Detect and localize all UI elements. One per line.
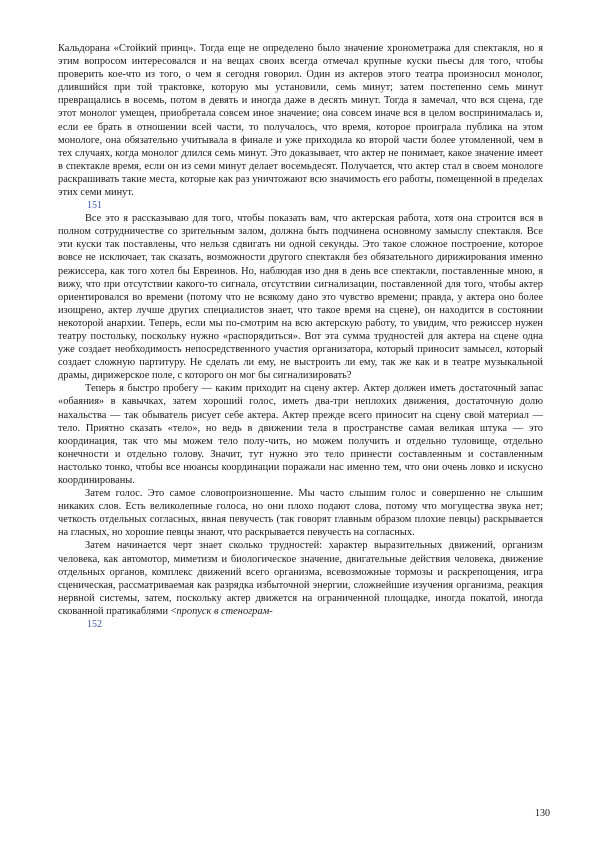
- document-page: [58, 42, 543, 631]
- paragraph-2: Все это я рассказываю для того, чтобы показать вам, что актерская работа, хотя она строится вся в полном сотрудничестве со зрительным залом, должна быть подчинена основному замыслу спектакля. Все эти куски так поставлены, что нельзя сдвигать ни одной секунды. Это такое сложное построение, которое вовсе не исключает, так сказать, возможности другого спектакля без обязательного дирижирования именно режиссера, как того хотел бы Евреинов. Но, наблюдая изо дня в день все спектакли, поставленные мною, я вижу, что при отсутствии какого-то сигнала, отсутствии сигнализации, поставленной для того, чтобы актер ориентировался во времени (потому что не всякому дано это чувство времени; правда, у актера оно более изощрено, актер лучше других специалистов знает, что такое время на сцене), он находится в состоянии некоторой анархии. Теперь, если мы по-смотрим на всю актерскую работу, то увидим, что режиссер нужен театру постольку, поскольку нужно «распорядиться». Вот эта сумма трудностей для актера на сцене одна уже создает необходимость непосредственного участия организатора, который приносит замысел, который создает сложную партитуру. Не сделать ли ему, не выстроить ли ему, так же как и в театре музыкальной драмы, дирижерское поле, с которого он мог бы сигнализировать?: [58, 213, 543, 382]
- paragraph-1: Кальдорана «Стойкий принц». Тогда еще не определено было значение хронометража для спектакля, но я этим вопросом интересовался и на вещах своих всегда отмечал крупные куски пьесы для того, чтобы проверить кое-что из того, о чем я сегодня говорил. Один из актеров этого театра произносил монолог, длившийся при той трактовке, которую мы установили, семь минут; затем постепенно семь минут превращались в восемь, потом в девять и иногда даже в десять минут. Тогда я замечал, что вся сцена, где этот монолог умещен, приобретала совсем иное значение; она совсем иначе вся в целом воспринималась и, если ее брать в отношении всей части, то получалось, что время, которое проиграла публика на этом монологе, она обязательно учитывала в финале и уже приходила ко второй части более утомленной, чем в тех случаях, когда монолог длился семь минут. Это доказывает, что актер не понимает, какое значение имеет в спектакле время, если он из семи минут делает восемьдесят. Получается, что актер стал в своем монологе раскрашивать такие места, которые как раз уничтожают всю значимость его работы, помещенной в пределах этих семи минут.: [58, 43, 543, 199]
- paragraph-3: Теперь я быстро пробегу — каким приходит на сцену актер. Актер должен иметь достаточный запас «обаяния» в кавычках, затем хороший голос, иметь два-три неплохих движения, достаточную долю нахальства — так обыватель рисует себе актера. Актер прежде всего приносит на сцену свой материал — тело. Приятно сказать «тело», но ведь в движении тела в пространстве самая великая штука — это координация, так что мы можем тело полу-чить, но можем получить и отдельно туловище, отдельно конечности и отдельно голову. Значит, тут нужно это тело принести составленным и составленным настолько тонко, чтобы все нюансы координации поражали нас именно тем, что они очень ловко и искусно координированы.: [58, 383, 543, 486]
- paragraph-5-italic-note: пропуск в стенограм-: [176, 605, 273, 617]
- page-marker-151: 151: [87, 200, 102, 212]
- page-marker-152: 152: [87, 619, 102, 631]
- paragraph-5-text: Затем начинается черт знает сколько трудностей: характер выразительных движений, организм человека, как автомотор, миметизм и биологическое значение, двигательные действия человека, движение отдельных органов, комплекс движений всего организма, всевозможные тормозы и раскрепощения, игра сценическая, рассматриваемая как разрядка избыточной энергии, сложнейшие изучения организма, реакция нервной системы, затем, поскольку актер движется на ограниченной площадке, иногда покатой, иногда скованной пратикаблями <: [58, 540, 543, 617]
- page-number: 130: [535, 808, 550, 819]
- paragraph-5: [58, 539, 543, 618]
- paragraph-4: Затем голос. Это самое словопроизношение. Мы часто слышим голос и совершенно не слышим никаких слов. Есть великолепные голоса, но они плохо подают слова, потому что могущества звука нет; четкость отдельных согласных, явная певучесть (так говорят главным образом плохие певцы) раскрывается на гласных, но хорошие певцы знают, что раскрывается певучесть на согласных.: [58, 488, 543, 539]
